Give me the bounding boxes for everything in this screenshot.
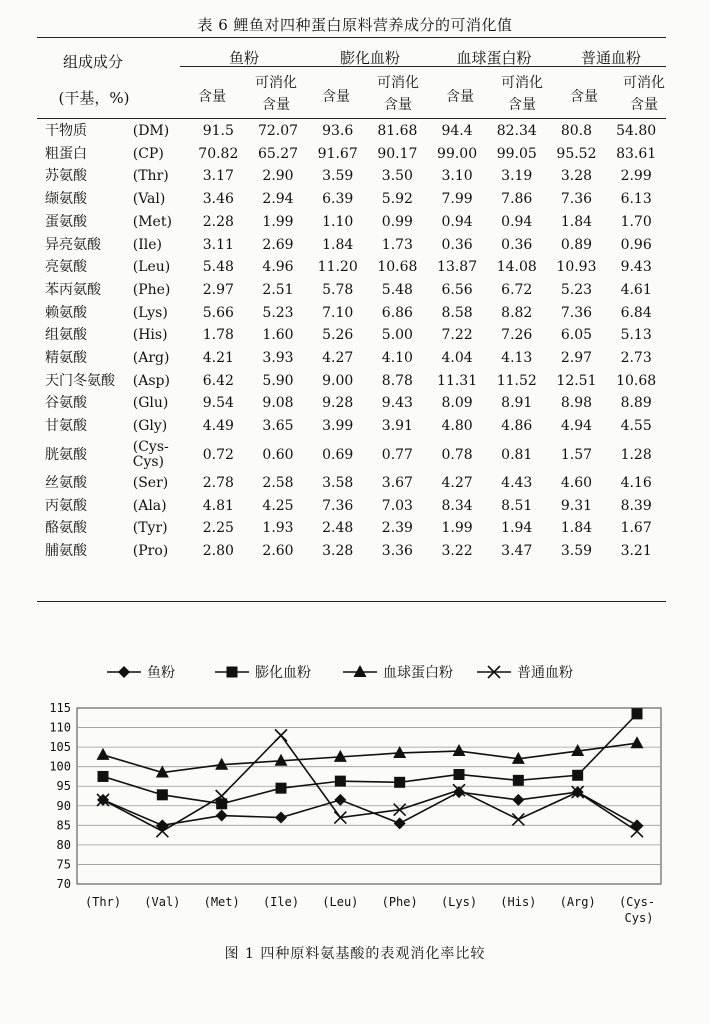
cell-value: 0.36 — [501, 236, 533, 253]
x-tick-label: (Ile) — [262, 895, 300, 909]
row-abbr — [131, 438, 189, 472]
legend-marker — [227, 667, 238, 678]
cell-value: 3.17 — [202, 168, 234, 185]
cell-value: 2.90 — [262, 168, 294, 185]
cell-value: 8.89 — [620, 395, 652, 412]
cell-value: 4.13 — [501, 350, 533, 367]
cell-value: 3.67 — [381, 474, 413, 491]
cell-value: 1.67 — [620, 520, 652, 537]
sub-content-2: 含量 — [322, 89, 350, 105]
cell-value: 1.10 — [322, 213, 354, 230]
cell-value: 9.00 — [322, 372, 354, 389]
row-name: 谷氨酸 — [45, 395, 87, 412]
row-name: 苯丙氨酸 — [45, 281, 101, 298]
data-point-0 — [394, 817, 406, 829]
cell-value: 9.54 — [202, 395, 234, 412]
legend-label: 膨化血粉 — [255, 665, 311, 681]
row-name: 粗蛋白 — [45, 145, 87, 162]
cell-value: 82.34 — [496, 123, 537, 139]
legend-marker — [118, 666, 130, 678]
cell-value: 5.23 — [262, 304, 294, 321]
row-name: 异亮氨酸 — [45, 236, 101, 253]
data-point-3 — [512, 813, 524, 825]
data-point-0 — [631, 819, 643, 831]
cell-value: 72.07 — [257, 123, 299, 139]
header-basis: (干基，%) — [58, 89, 130, 107]
sub-digest-3a: 可消化 — [501, 75, 543, 91]
table-row — [37, 392, 666, 415]
cell-value: 70.82 — [198, 145, 239, 162]
cell-value: 5.78 — [322, 281, 354, 298]
x-tick-label: (Cys- — [618, 895, 656, 909]
row-abbr: (Ala) — [132, 497, 167, 514]
table-row — [37, 438, 666, 472]
table-row — [37, 143, 666, 166]
table-row — [37, 517, 666, 540]
row-abbr: (Leu) — [132, 259, 171, 276]
y-tick-label: 105 — [49, 740, 71, 755]
table-row — [37, 347, 666, 370]
table-row — [37, 188, 666, 211]
cell-value: 93.6 — [322, 123, 354, 139]
cell-value: 11.20 — [317, 259, 358, 276]
cell-value: 10.68 — [616, 372, 657, 389]
cell-value: 9.43 — [620, 259, 652, 276]
cell-value: 1.78 — [202, 327, 234, 344]
sub-digest-2a: 可消化 — [377, 75, 419, 91]
cell-value: 0.96 — [620, 236, 652, 253]
series-line-2 — [103, 743, 637, 772]
row-abbr: (Glu) — [132, 395, 169, 412]
data-point-0 — [275, 812, 287, 824]
header-group-blood-cell: 血球蛋白粉 — [456, 49, 532, 67]
data-point-1 — [572, 770, 583, 781]
x-tick-label: (His) — [500, 895, 537, 909]
header-bottom-rule — [37, 118, 666, 119]
cell-value: 3.93 — [262, 350, 294, 367]
cell-value: 3.10 — [441, 168, 473, 185]
cell-value: 0.72 — [202, 446, 234, 463]
cell-value: 4.55 — [620, 418, 652, 435]
cell-value: 4.94 — [560, 418, 593, 435]
cell-value: 5.48 — [202, 259, 234, 276]
cell-value: 3.21 — [620, 542, 652, 559]
cell-value: 91.5 — [202, 123, 234, 139]
cell-value: 7.22 — [441, 327, 473, 344]
cell-value: 1.28 — [620, 446, 652, 463]
header-group-fishmeal: 鱼粉 — [228, 49, 259, 67]
row-abbr: (Ile) — [132, 236, 162, 253]
data-point-1 — [157, 789, 168, 800]
y-tick-label: 80 — [56, 837, 71, 852]
cell-value: 1.99 — [441, 520, 473, 537]
cell-value: 2.39 — [381, 520, 413, 537]
data-point-3 — [275, 729, 287, 741]
cell-value: 95.52 — [556, 145, 597, 162]
cell-value: 8.34 — [441, 497, 473, 514]
cell-value: 0.36 — [441, 236, 473, 253]
data-point-1 — [394, 777, 405, 788]
cell-value: 0.94 — [501, 213, 533, 230]
cell-value: 99.00 — [437, 145, 478, 162]
cell-value: 5.92 — [381, 191, 413, 208]
y-tick-label: 95 — [56, 779, 71, 794]
data-point-0 — [512, 794, 524, 806]
table-row — [37, 302, 666, 325]
x-tick-label: (Leu) — [322, 895, 359, 909]
series-line-3 — [103, 735, 637, 831]
cell-value: 8.58 — [441, 304, 473, 321]
row-abbr: (Pro) — [132, 542, 169, 559]
table-title: 表 6 鲤鱼对四种蛋白原料营养成分的可消化值 — [197, 16, 513, 34]
row-name: 胱氨酸 — [45, 446, 87, 463]
row-abbr: (His) — [132, 327, 168, 344]
cell-value: 1.94 — [501, 520, 533, 537]
table-row — [37, 234, 666, 257]
cell-value: 3.50 — [381, 168, 413, 185]
cell-value: 0.89 — [560, 236, 593, 253]
cell-value: 0.78 — [441, 446, 473, 463]
data-point-1 — [98, 771, 109, 782]
cell-value: 1.73 — [381, 236, 413, 253]
cell-value: 94.4 — [441, 123, 473, 139]
cell-value: 11.31 — [437, 372, 478, 389]
sub-digest-4b: 含量 — [630, 97, 658, 113]
group-underline — [180, 66, 666, 67]
x-tick-label: (Phe) — [381, 895, 418, 909]
cell-value: 4.43 — [501, 474, 533, 491]
cell-value: 2.99 — [620, 168, 652, 185]
legend-label: 普通血粉 — [517, 665, 573, 681]
table-row — [37, 472, 666, 495]
cell-value: 5.26 — [322, 327, 354, 344]
cell-value: 1.99 — [262, 213, 294, 230]
data-point-1 — [632, 708, 643, 719]
cell-value: 7.86 — [501, 191, 533, 208]
cell-value: 9.08 — [262, 395, 294, 412]
cell-value: 7.36 — [322, 497, 354, 514]
cell-value: 6.13 — [620, 191, 652, 208]
x-tick-label: Cys) — [624, 911, 654, 925]
cell-value: 3.47 — [501, 542, 533, 559]
cell-value: 5.00 — [381, 327, 413, 344]
table-row — [37, 279, 666, 302]
cell-value: 1.84 — [560, 520, 593, 537]
data-point-1 — [513, 775, 524, 786]
row-name: 亮氨酸 — [45, 259, 87, 276]
x-tick-label: (Lys) — [440, 895, 478, 909]
y-tick-label: 115 — [49, 701, 71, 715]
table-row — [37, 120, 666, 143]
cell-value: 3.36 — [381, 542, 413, 559]
row-abbr: (Lys) — [132, 304, 168, 321]
cell-value: 2.28 — [202, 213, 234, 230]
cell-value: 11.52 — [496, 372, 537, 389]
cell-value: 0.81 — [501, 446, 533, 463]
table-row — [37, 415, 666, 438]
figure-caption: 图 1 四种原料氨基酸的表观消化率比较 — [224, 946, 486, 962]
row-name: 组氨酸 — [45, 327, 87, 344]
row-name: 精氨酸 — [45, 350, 87, 367]
cell-value: 65.27 — [257, 145, 299, 162]
row-abbr: (Val) — [132, 191, 166, 208]
cell-value: 9.31 — [560, 497, 593, 514]
cell-value: 6.56 — [441, 281, 473, 298]
cell-value: 4.60 — [560, 474, 593, 491]
cell-value: 2.80 — [202, 542, 234, 559]
cell-value: 14.08 — [496, 259, 537, 276]
row-name: 干物质 — [45, 123, 87, 139]
row-name: 丙氨酸 — [45, 497, 87, 514]
row-name: 酪氨酸 — [45, 520, 87, 537]
row-abbr: (Ser) — [132, 474, 169, 491]
data-point-2 — [631, 736, 644, 748]
cell-value: 12.51 — [556, 372, 597, 389]
cell-value: 3.91 — [381, 418, 413, 435]
cell-value: 2.48 — [322, 520, 354, 537]
cell-value: 0.99 — [381, 213, 413, 230]
cell-value: 80.8 — [560, 123, 593, 139]
table-row — [37, 211, 666, 234]
x-tick-label: (Met) — [203, 895, 240, 909]
table-row — [37, 540, 666, 563]
row-name: 丝氨酸 — [45, 474, 87, 491]
table-row — [37, 370, 666, 393]
sub-content-3: 含量 — [446, 89, 474, 105]
series-line-0 — [103, 792, 637, 825]
sub-content-4: 含量 — [570, 89, 598, 105]
data-point-0 — [216, 810, 228, 822]
cell-value: 1.84 — [560, 213, 593, 230]
cell-value: 4.81 — [202, 497, 234, 514]
cell-value: 3.58 — [322, 474, 354, 491]
cell-value: 3.28 — [322, 542, 354, 559]
cell-value: 7.36 — [560, 304, 593, 321]
row-name: 脯氨酸 — [45, 542, 87, 559]
x-tick-label: (Val) — [144, 895, 181, 909]
data-point-1 — [454, 769, 465, 780]
amino-acid-chart — [37, 650, 666, 940]
sub-digest-1a: 可消化 — [255, 75, 297, 91]
row-name: 天门冬氨酸 — [45, 372, 115, 389]
y-tick-label: 75 — [56, 857, 71, 872]
cell-value: 8.78 — [381, 372, 413, 389]
cell-value: 3.59 — [322, 168, 354, 185]
cell-value: 2.97 — [560, 350, 593, 367]
cell-value: 1.84 — [322, 236, 354, 253]
cell-value: 9.28 — [322, 395, 354, 412]
legend-label: 鱼粉 — [147, 665, 175, 681]
cell-value: 4.04 — [441, 350, 473, 367]
data-point-0 — [334, 794, 346, 806]
cell-value: 6.72 — [501, 281, 533, 298]
cell-value: 3.59 — [560, 542, 593, 559]
row-name: 蛋氨酸 — [45, 213, 87, 230]
x-tick-label: (Thr) — [84, 895, 122, 909]
cell-value: 3.11 — [202, 236, 234, 253]
row-abbr: (Asp) — [132, 372, 170, 389]
row-abbr: (CP) — [132, 145, 164, 162]
data-point-1 — [276, 783, 287, 794]
row-abbr: (DM) — [132, 123, 170, 139]
cell-value: 1.57 — [560, 446, 593, 463]
cell-value: 4.96 — [262, 259, 294, 276]
cell-value: 2.78 — [202, 474, 234, 491]
cell-value: 8.98 — [560, 395, 593, 412]
cell-value: 4.25 — [262, 497, 294, 514]
row-abbr: (Tyr) — [132, 520, 168, 537]
cell-value: 8.09 — [441, 395, 473, 412]
cell-value: 0.60 — [262, 446, 294, 463]
sub-digest-4a: 可消化 — [623, 75, 665, 91]
cell-value: 4.86 — [501, 418, 533, 435]
data-point-1 — [335, 776, 346, 787]
header-group-spray-blood: 膨化血粉 — [339, 49, 400, 67]
legend-marker — [354, 665, 367, 677]
row-abbr: (Thr) — [132, 168, 169, 185]
cell-value: 2.97 — [202, 281, 234, 298]
cell-value: 83.61 — [616, 145, 657, 162]
cell-value: 81.68 — [377, 123, 418, 139]
cell-value: 99.05 — [496, 145, 537, 162]
cell-value: 6.39 — [322, 191, 354, 208]
cell-value: 10.68 — [377, 259, 418, 276]
cell-value: 13.87 — [437, 259, 478, 276]
cell-value: 4.21 — [202, 350, 234, 367]
cell-value: 7.36 — [560, 191, 593, 208]
sub-digest-1b: 含量 — [262, 97, 290, 113]
row-name: 甘氨酸 — [45, 418, 87, 435]
table-row — [37, 165, 666, 188]
row-abbr-line1: (Cys- — [132, 438, 169, 455]
table-top-rule — [37, 37, 666, 38]
cell-value: 5.13 — [620, 327, 652, 344]
sub-digest-2b: 含量 — [384, 97, 412, 113]
cell-value: 7.99 — [441, 191, 473, 208]
row-name: 苏氨酸 — [45, 168, 87, 185]
cell-value: 4.16 — [620, 474, 652, 491]
cell-value: 54.80 — [616, 123, 657, 139]
cell-value: 3.46 — [202, 191, 234, 208]
cell-value: 0.94 — [441, 213, 473, 230]
cell-value: 2.94 — [262, 191, 294, 208]
cell-value: 91.67 — [317, 145, 358, 162]
row-abbr: (Phe) — [132, 281, 171, 298]
y-tick-label: 100 — [49, 759, 71, 774]
row-abbr: (Arg) — [132, 350, 170, 367]
cell-value: 0.77 — [381, 446, 413, 463]
cell-value: 3.99 — [322, 418, 354, 435]
cell-value: 6.05 — [560, 327, 593, 344]
cell-value: 3.28 — [560, 168, 593, 185]
chart-svg — [37, 650, 666, 940]
cell-value: 5.66 — [202, 304, 234, 321]
cell-value: 90.17 — [377, 145, 418, 162]
cell-value: 2.60 — [262, 542, 294, 559]
cell-value: 3.65 — [262, 418, 294, 435]
cell-value: 8.51 — [501, 497, 533, 514]
y-tick-label: 85 — [56, 818, 71, 833]
y-tick-label: 90 — [56, 798, 71, 813]
cell-value: 2.25 — [202, 520, 234, 537]
y-tick-label: 70 — [56, 877, 71, 891]
cell-value: 1.93 — [262, 520, 294, 537]
header-component: 组成成分 — [62, 53, 123, 71]
legend-label: 血球蛋白粉 — [383, 665, 453, 681]
cell-value: 5.23 — [560, 281, 593, 298]
digestibility-table — [37, 120, 666, 563]
cell-value: 8.91 — [501, 395, 533, 412]
sub-content-1: 含量 — [198, 89, 226, 105]
cell-value: 1.60 — [262, 327, 294, 344]
table-row — [37, 256, 666, 279]
cell-value: 6.42 — [202, 372, 234, 389]
cell-value: 1.70 — [620, 213, 652, 230]
row-abbr: (Met) — [132, 213, 172, 230]
table-row — [37, 324, 666, 347]
cell-value: 4.27 — [441, 474, 473, 491]
cell-value: 7.26 — [501, 327, 533, 344]
cell-value: 6.84 — [620, 304, 652, 321]
row-name: 缬氨酸 — [45, 191, 87, 208]
cell-value: 3.22 — [441, 542, 473, 559]
cell-value: 4.27 — [322, 350, 354, 367]
cell-value: 9.43 — [381, 395, 413, 412]
data-point-2 — [453, 744, 466, 756]
x-tick-label: (Arg) — [559, 895, 596, 909]
cell-value: 2.51 — [262, 281, 294, 298]
data-point-2 — [393, 746, 406, 758]
row-name: 赖氨酸 — [45, 304, 87, 321]
cell-value: 6.86 — [381, 304, 413, 321]
cell-value: 2.73 — [620, 350, 652, 367]
row-abbr-line2: Cys) — [132, 453, 165, 470]
row-abbr: (Gly) — [132, 418, 168, 435]
cell-value: 4.80 — [441, 418, 473, 435]
header-group-blood-meal: 普通血粉 — [580, 49, 641, 67]
cell-value: 4.61 — [620, 281, 652, 298]
table-row — [37, 495, 666, 518]
cell-value: 7.10 — [322, 304, 354, 321]
cell-value: 3.19 — [501, 168, 533, 185]
cell-value: 5.90 — [262, 372, 294, 389]
cell-value: 4.49 — [202, 418, 234, 435]
cell-value: 8.39 — [620, 497, 652, 514]
cell-value: 10.93 — [556, 259, 597, 276]
cell-value: 2.58 — [262, 474, 294, 491]
cell-value: 4.10 — [381, 350, 413, 367]
data-point-2 — [97, 748, 110, 760]
table-bottom-rule — [37, 601, 666, 602]
cell-value: 2.69 — [262, 236, 294, 253]
cell-value: 0.69 — [322, 446, 354, 463]
cell-value: 7.03 — [381, 497, 413, 514]
y-tick-label: 110 — [49, 720, 71, 735]
sub-digest-3b: 含量 — [508, 97, 536, 113]
cell-value: 8.82 — [501, 304, 533, 321]
cell-value: 5.48 — [381, 281, 413, 298]
